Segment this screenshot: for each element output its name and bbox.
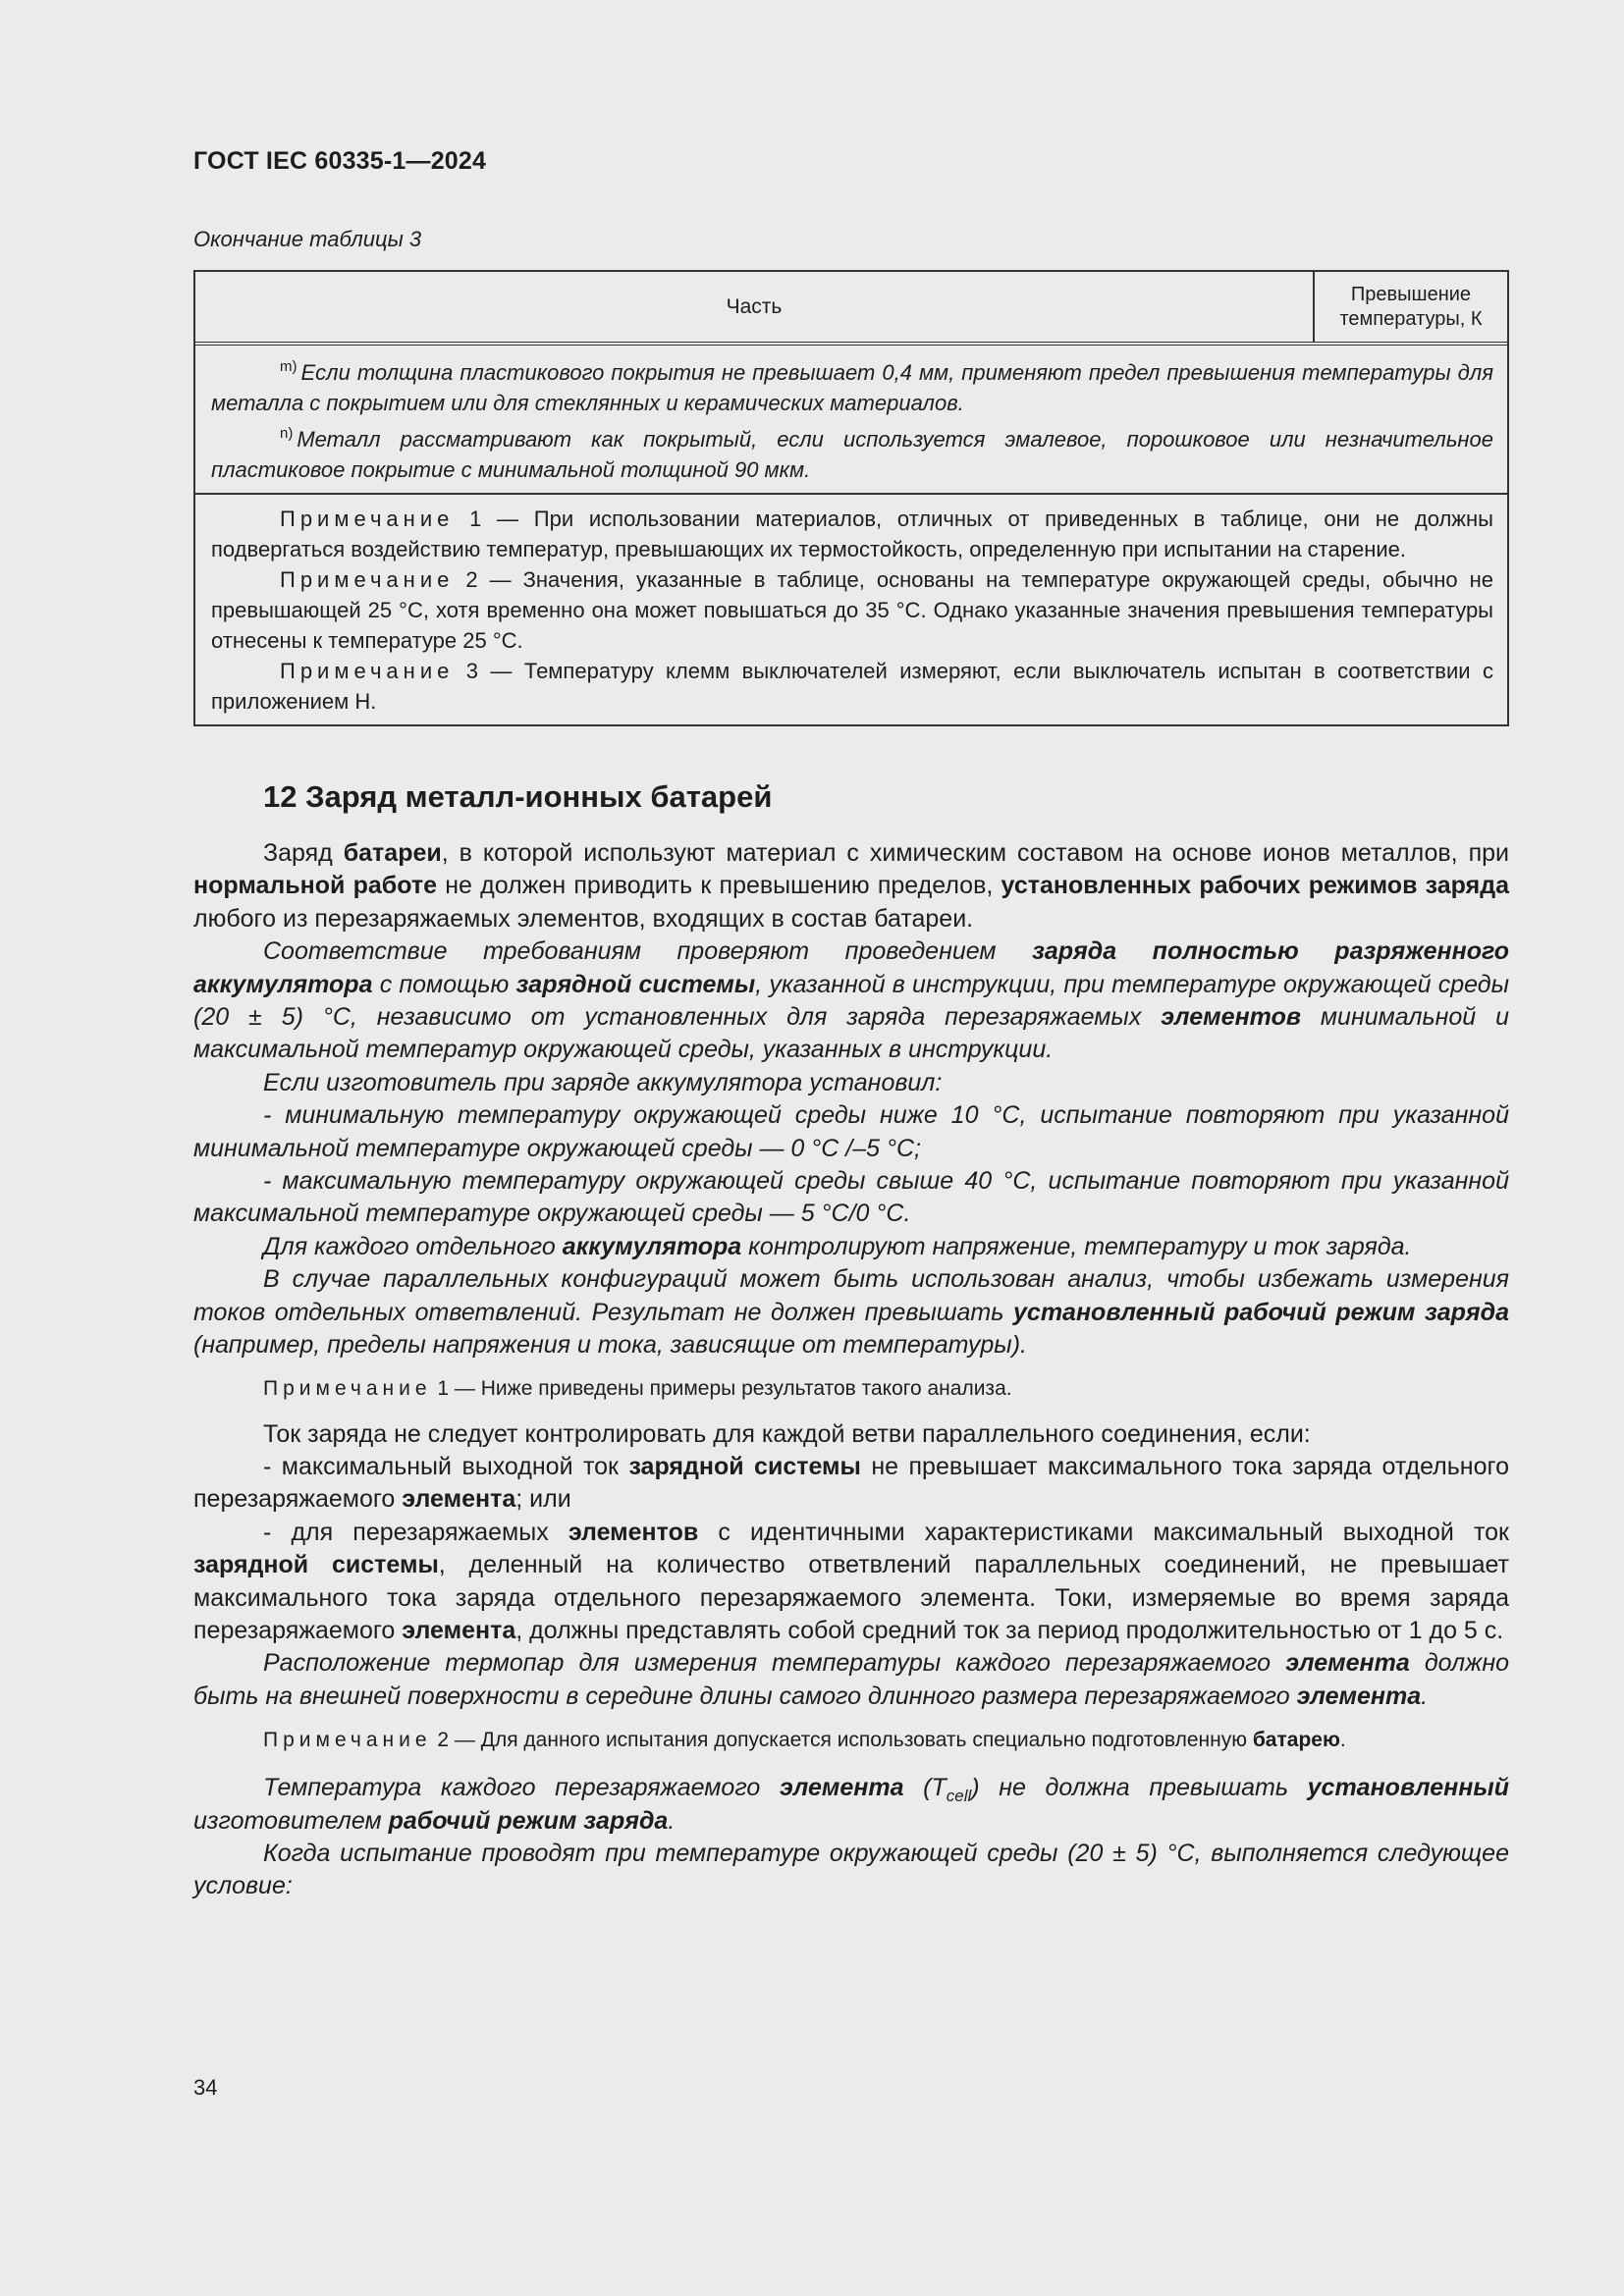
term-bold: элемента bbox=[402, 1616, 516, 1644]
footnote-m-text: Если толщина пластикового покрытия не превышает 0,4 мм, применяют предел превышения температуры для металла с покрытием или для стеклянных и керамических материалов. bbox=[211, 360, 1493, 415]
term-bold: установленных рабочих режимов заряда bbox=[1001, 872, 1509, 900]
text-run: Соответствие требованиям проверяют проведением bbox=[263, 937, 1033, 966]
col-header-temperature-rise bbox=[1313, 272, 1507, 342]
text-run: , должны представлять собой средний ток за период продолжительностью от 1 до 5 с. bbox=[515, 1616, 1504, 1644]
text-run: . bbox=[1339, 1729, 1346, 1752]
table-note-2-text: 2 — Значения, указанные в таблице, основаны на температуре окружающей среды, обычно не превышающей 25 °С, хотя временно она может повышаться до 35 °С. Однако указанные значения превышения температуры отнесены к температуре 25 °С. bbox=[211, 567, 1493, 653]
table-3-end bbox=[193, 270, 1509, 726]
text-run: минимальной и максимальной температур окружающей среды, указанных в инструкции. bbox=[193, 1003, 1510, 1064]
note-1-text: 1 — Ниже приведены примеры результатов такого анализа. bbox=[431, 1376, 1012, 1400]
paragraph-9 bbox=[193, 1451, 1509, 1517]
note-2-text: 2 — Для данного испытания допускается использовать специально подготовленную bbox=[431, 1729, 1253, 1752]
footnote-m-mark: m) bbox=[280, 358, 298, 375]
text-run: изготовителем bbox=[193, 1806, 389, 1835]
paragraph-3: Если изготовитель при заряде аккумулятора установил: bbox=[263, 1068, 943, 1096]
note-label: Примечание bbox=[263, 1729, 432, 1752]
text-run: , в которой используют материал с химическим составом на основе ионов металлов, при bbox=[441, 839, 1509, 867]
text-run: любого из перезаряжаемых элементов, входящих в состав батареи. bbox=[193, 904, 974, 933]
table-notes bbox=[195, 495, 1507, 724]
term-bold: зарядной системы bbox=[515, 970, 756, 998]
section-heading: 12 Заряд металл-ионных батарей bbox=[263, 779, 773, 814]
note-1 bbox=[193, 1373, 1509, 1405]
note-label: Примечание bbox=[280, 567, 455, 592]
paragraph-6 bbox=[193, 1231, 1509, 1263]
term-bold: нормальной работе bbox=[193, 872, 438, 900]
term-bold: установленный bbox=[1307, 1774, 1509, 1802]
term-bold: элементов bbox=[568, 1518, 699, 1546]
text-run: с идентичными характеристиками максимальный выходной ток bbox=[698, 1518, 1509, 1546]
term-bold: зарядной системы bbox=[193, 1551, 439, 1579]
text-run: . bbox=[668, 1806, 676, 1835]
section-body bbox=[193, 837, 1509, 1903]
term-bold: элемента bbox=[402, 1485, 516, 1514]
text-run: Для каждого отдельного bbox=[263, 1232, 563, 1260]
paragraph-8: Ток заряда не следует контролировать для каждой ветви параллельного соединения, если: bbox=[263, 1419, 1311, 1448]
table-footnotes bbox=[195, 346, 1507, 495]
col-header-rise-line1: Превышение bbox=[1350, 283, 1472, 305]
term-bold: батареи bbox=[343, 839, 442, 867]
text-run: - максимальный выходной ток bbox=[263, 1452, 629, 1480]
paragraph-11 bbox=[193, 1647, 1509, 1713]
text-run: . bbox=[1421, 1682, 1429, 1710]
term-bold: зарядной системы bbox=[628, 1452, 861, 1480]
document-code: ГОСТ IEC 60335-1—2024 bbox=[193, 147, 487, 175]
table-note-1-text: 1 — При использовании материалов, отличных от приведенных в таблице, они не должны подвергаться воздействию температур, превышающих их термостойкость, определенную при испытании на старение. bbox=[211, 507, 1493, 561]
note-2 bbox=[193, 1725, 1509, 1756]
term-bold: элемента bbox=[1285, 1649, 1410, 1678]
text-run: должно быть на внешней поверхности в середине длины самого длинного размера перезаряжаемого bbox=[193, 1649, 1509, 1710]
text-run: с помощью bbox=[372, 970, 516, 998]
term-bold: заряда полностью разряженного аккумулятора bbox=[193, 937, 1509, 998]
term-bold: элемента bbox=[1296, 1682, 1422, 1710]
table-note-1 bbox=[211, 504, 1493, 564]
table-note-2 bbox=[211, 564, 1493, 656]
text-run: - для перезаряжаемых bbox=[263, 1518, 568, 1546]
text-run: Расположение термопар для измерения температуры каждого перезаряжаемого bbox=[263, 1649, 1286, 1678]
text-run: контролируют напряжение, температуру и ток заряда. bbox=[741, 1232, 1412, 1260]
text-run: , указанной в инструкции, при температуре окружающей среды (20 ± 5) °С, независимо от установленных для заряда перезаряжаемых bbox=[193, 970, 1510, 1032]
term-bold: установленный рабочий режим заряда bbox=[1013, 1298, 1509, 1326]
footnote-m bbox=[211, 351, 1493, 418]
text-run: В случае параллельных конфигураций может быть использован анализ, чтобы избежать измерения токов отдельных ответвлений. Результат не должен превышать bbox=[193, 1265, 1509, 1326]
col-header-rise-line2: температуры, К bbox=[1339, 307, 1483, 330]
text-run: ) не должна превышать bbox=[971, 1774, 1308, 1802]
footnote-n-text: Металл рассматривают как покрытый, если используется эмалевое, порошковое или незначительное пластиковое покрытие с минимальной толщиной 90 мкм. bbox=[211, 427, 1493, 482]
term-bold: аккумулятора bbox=[562, 1232, 742, 1260]
term-bold: батарею bbox=[1252, 1729, 1340, 1752]
note-label: Примечание bbox=[263, 1376, 432, 1400]
term-bold: элементов bbox=[1161, 1003, 1301, 1032]
term-bold: элемента bbox=[779, 1774, 904, 1802]
page-number: 34 bbox=[193, 2075, 218, 2100]
text-run: (T bbox=[903, 1774, 947, 1802]
table-header bbox=[195, 272, 1507, 346]
subscript-cell: cell bbox=[946, 1787, 972, 1806]
paragraph-10 bbox=[193, 1517, 1509, 1648]
text-run: не превышает максимального тока заряда отдельного перезаряжаемого bbox=[193, 1452, 1509, 1514]
text-run: Температура каждого перезаряжаемого bbox=[263, 1774, 780, 1802]
paragraph-7 bbox=[193, 1263, 1509, 1362]
paragraph-13: Когда испытание проводят при температуре окружающей среды (20 ± 5) °С, выполняется следующее условие: bbox=[193, 1839, 1509, 1900]
table-caption: Окончание таблицы 3 bbox=[193, 227, 422, 251]
note-label: Примечание bbox=[280, 659, 455, 683]
footnote-n bbox=[211, 418, 1493, 485]
note-label: Примечание bbox=[280, 507, 455, 531]
text-run: (например, пределы напряжения и тока, зависящие от температуры). bbox=[193, 1331, 1027, 1360]
paragraph-5: - максимальную температуру окружающей среды свыше 40 °С, испытание повторяют при указанной максимальной температуре окружающей среды — 5 °С/0 °С. bbox=[193, 1167, 1509, 1228]
paragraph-12 bbox=[193, 1772, 1509, 1838]
text-run: , деленный на количество ответвлений параллельных соединений, не превышает максимального тока заряда отдельного перезаряжаемого элемента. Токи, измеряемые во время заряда перезаряжаемого bbox=[193, 1551, 1509, 1644]
paragraph-1 bbox=[193, 837, 1509, 935]
footnote-n-mark: n) bbox=[280, 425, 294, 442]
text-run: ; или bbox=[515, 1485, 571, 1514]
term-bold: рабочий режим заряда bbox=[388, 1806, 669, 1835]
paragraph-4: - минимальную температуру окружающей среды ниже 10 °С, испытание повторяют при указанной минимальной температуре окружающей среды — 0 °С /–5 °С; bbox=[193, 1101, 1509, 1162]
col-header-part: Часть bbox=[726, 295, 783, 318]
text-run: не должен приводить к превышению пределов, bbox=[437, 872, 1001, 900]
table-note-3 bbox=[211, 656, 1493, 717]
table-note-3-text: 3 — Температуру клемм выключателей измеряют, если выключатель испытан в соответствии с приложением Н. bbox=[211, 659, 1493, 714]
text-run: Заряд bbox=[263, 839, 344, 867]
paragraph-2 bbox=[193, 935, 1509, 1067]
